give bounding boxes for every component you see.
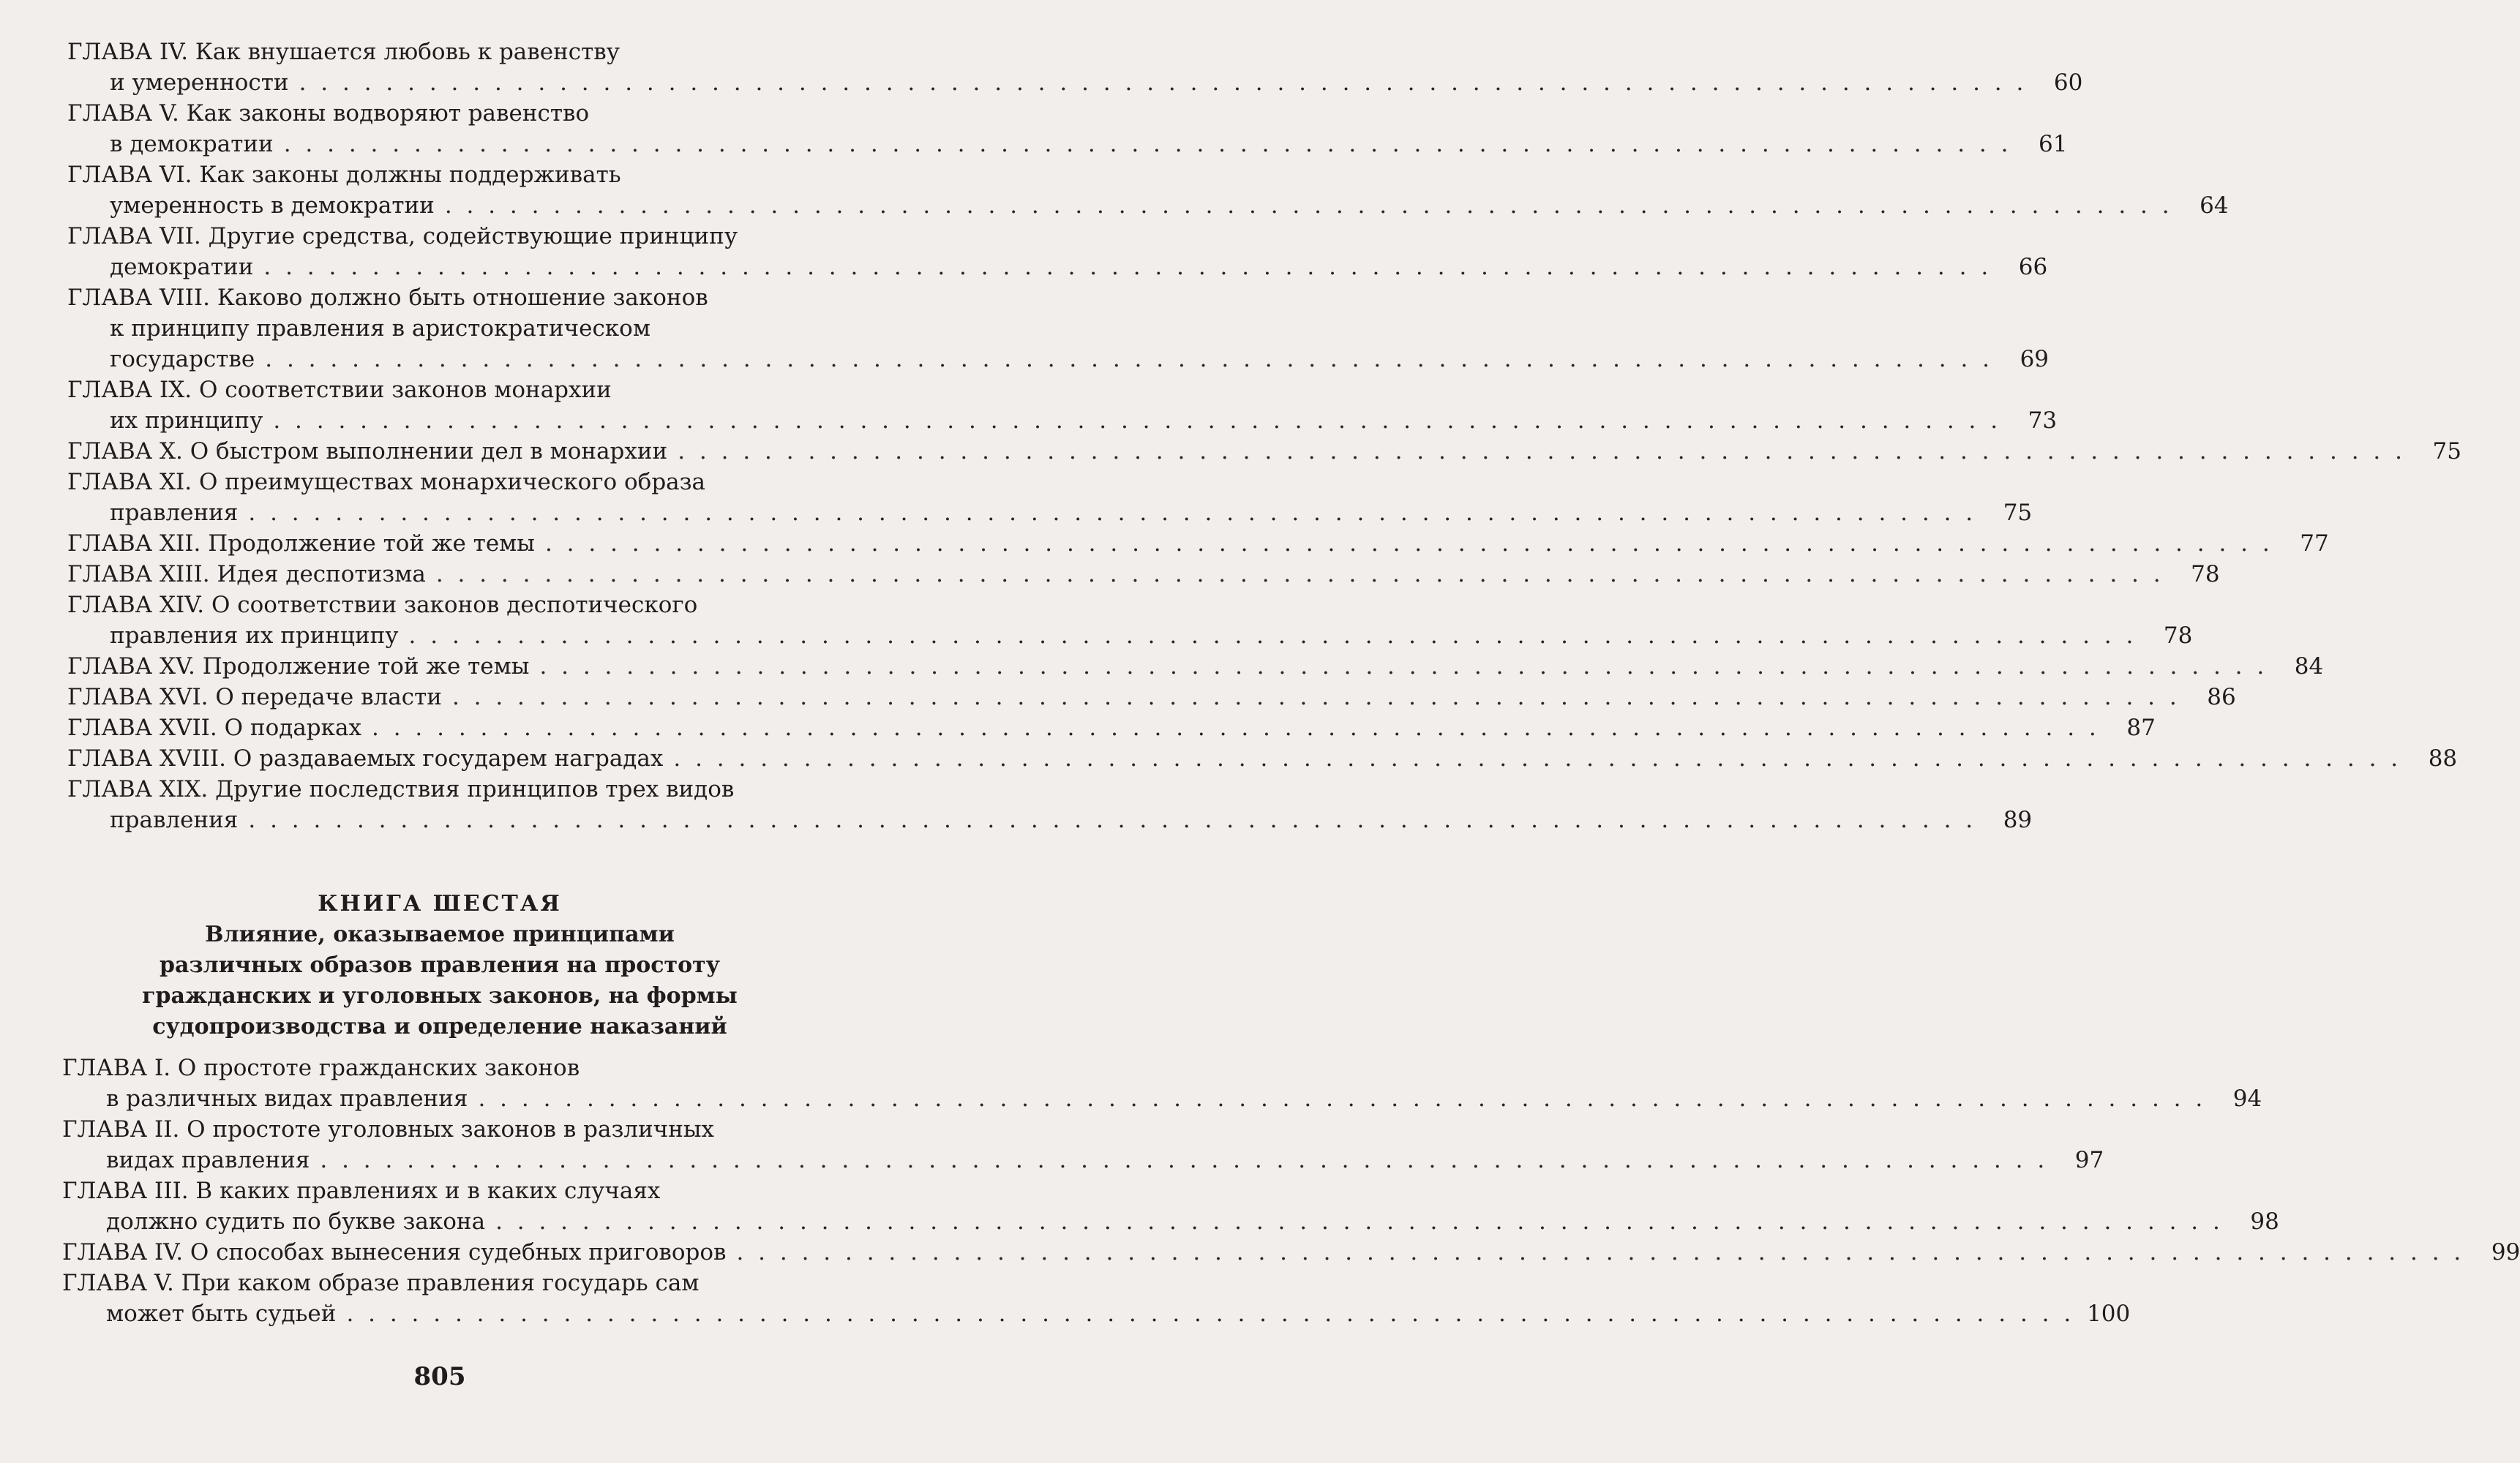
dot-leader: . . . . . . . . . . . . . . . . . . . . . . . . . . . . . . . . . . . . . . . . . . . . . . . . . . . . . . . . . . . . . . . . . . . . . . . . . . . . . . . . bbox=[539, 653, 2268, 680]
toc-entry-text: ГЛАВА XVIII. О раздаваемых государем наградах bbox=[67, 745, 664, 772]
toc-entry-last-line bbox=[0, 436, 2461, 467]
toc-page-number: 61 bbox=[2039, 131, 2068, 157]
toc-entry-last-line bbox=[0, 1083, 2262, 1114]
toc-entry bbox=[0, 1053, 2262, 1114]
toc-entry bbox=[0, 682, 2236, 712]
toc-entry-last-line bbox=[0, 1237, 2520, 1268]
dot-leader: . . . . . . . . . . . . . . . . . . . . . . . . . . . . . . . . . . . . . . . . . . . . . . . . . . . . . . . . . . . . . . . . . . . . . . . . . . . . . . . . bbox=[544, 530, 2273, 557]
toc-entry-line: ГЛАВА V. Как законы водворяют равенство bbox=[67, 100, 590, 127]
toc-entry-last-line bbox=[0, 67, 2083, 98]
book-subtitle-line: Влияние, оказываемое принципами bbox=[205, 922, 675, 947]
toc-entry-line: ГЛАВА I. О простоте гражданских законов bbox=[62, 1055, 580, 1081]
book-subtitle-line: различных образов правления на простоту bbox=[160, 952, 720, 978]
dot-leader: . . . . . . . . . . . . . . . . . . . . . . . . . . . . . . . . . . . . . . . . . . . . . . . . . . . . . . . . . . . . . . . . . . . . . . . . . . . . . . . . bbox=[248, 807, 1977, 833]
dot-leader: . . . . . . . . . . . . . . . . . . . . . . . . . . . . . . . . . . . . . . . . . . . . . . . . . . . . . . . . . . . . . . . . . . . . . . . . . . . . . . . . bbox=[283, 131, 2012, 157]
toc-entry-last-line bbox=[0, 1206, 2279, 1237]
table-of-contents-part2 bbox=[0, 1053, 2520, 1329]
dot-leader: . . . . . . . . . . . . . . . . . . . . . . . . . . . . . . . . . . . . . . . . . . . . . . . . . . . . . . . . . . . . . . . . . . . . . . . . . . . . . . . . bbox=[673, 745, 2402, 772]
dot-leader: . . . . . . . . . . . . . . . . . . . . . . . . . . . . . . . . . . . . . . . . . . . . . . . . . . . . . . . . . . . . . . . . . . . . . . . . . . . . . . . . bbox=[265, 346, 1994, 372]
toc-page-number: 94 bbox=[2232, 1086, 2262, 1112]
toc-entry bbox=[0, 37, 2083, 98]
toc-entry-text: ГЛАВА X. О быстром выполнении дел в монархии bbox=[67, 438, 668, 465]
dot-leader: . . . . . . . . . . . . . . . . . . . . . . . . . . . . . . . . . . . . . . . . . . . . . . . . . . . . . . . . . . . . . . . . . . . . . . . . . . . . . . . . bbox=[678, 438, 2406, 465]
toc-entry bbox=[0, 98, 2068, 159]
toc-page-number: 87 bbox=[2126, 715, 2156, 741]
toc-page-number: 89 bbox=[2003, 807, 2033, 833]
toc-page-number: 99 bbox=[2491, 1239, 2520, 1265]
toc-entry-line: ГЛАВА V. При каком образе правления государь сам bbox=[62, 1270, 700, 1296]
toc-page-number: 84 bbox=[2294, 653, 2324, 680]
dot-leader: . . . . . . . . . . . . . . . . . . . . . . . . . . . . . . . . . . . . . . . . . . . . . . . . . . . . . . . . . . . . . . . . . . . . . . . . . . . . . . . . bbox=[478, 1086, 2207, 1112]
dot-leader: . . . . . . . . . . . . . . . . . . . . . . . . . . . . . . . . . . . . . . . . . . . . . . . . . . . . . . . . . . . . . . . . . . . . . . . . . . . . . . . . bbox=[299, 69, 2028, 96]
toc-page-number: 69 bbox=[2020, 346, 2050, 372]
toc-entry-last-line bbox=[0, 497, 2033, 528]
toc-entry bbox=[0, 375, 2058, 436]
toc-page-number: 100 bbox=[2087, 1301, 2131, 1327]
toc-entry bbox=[0, 1114, 2104, 1176]
toc-entry-text: их принципу bbox=[110, 407, 263, 434]
toc-entry-last-line bbox=[0, 190, 2229, 221]
toc-entry-last-line bbox=[0, 682, 2236, 712]
dot-leader: . . . . . . . . . . . . . . . . . . . . . . . . . . . . . . . . . . . . . . . . . . . . . . . . . . . . . . . . . . . . . . . . . . . . . . . . . . . . . . . . bbox=[495, 1208, 2224, 1235]
toc-entry-last-line bbox=[0, 743, 2458, 774]
toc-page-number: 98 bbox=[2250, 1208, 2279, 1235]
toc-entry bbox=[0, 1268, 2131, 1329]
toc-entry-line: ГЛАВА VIII. Каково должно быть отношение законов bbox=[67, 285, 708, 311]
toc-entry-line: ГЛАВА IV. Как внушается любовь к равенству bbox=[67, 39, 620, 65]
toc-page-number: 75 bbox=[2432, 438, 2461, 465]
toc-entry-last-line bbox=[0, 1298, 2131, 1329]
book-title: КНИГА ШЕСТАЯ bbox=[318, 891, 562, 917]
toc-entry-line: ГЛАВА VI. Как законы должны поддерживать bbox=[67, 162, 621, 188]
toc-entry-last-line bbox=[0, 559, 2220, 590]
toc-entry bbox=[0, 651, 2324, 682]
toc-entry bbox=[0, 436, 2461, 467]
toc-entry-text: умеренность в демократии bbox=[110, 192, 435, 219]
toc-page-number: 77 bbox=[2300, 530, 2329, 557]
toc-page-number: 78 bbox=[2163, 623, 2193, 649]
toc-entry bbox=[0, 743, 2458, 774]
toc-page-number: 88 bbox=[2428, 745, 2458, 772]
dot-leader: . . . . . . . . . . . . . . . . . . . . . . . . . . . . . . . . . . . . . . . . . . . . . . . . . . . . . . . . . . . . . . . . . . . . . . . . . . . . . . . . bbox=[451, 684, 2180, 710]
toc-entry bbox=[0, 1176, 2279, 1237]
toc-entry-text: в демократии bbox=[110, 131, 274, 157]
toc-entry-last-line bbox=[0, 129, 2068, 159]
toc-entry bbox=[0, 559, 2220, 590]
toc-page-number: 97 bbox=[2074, 1147, 2104, 1173]
toc-entry-text: и умеренности bbox=[110, 69, 289, 96]
toc-entry bbox=[0, 1237, 2520, 1268]
toc-entry-line: ГЛАВА II. О простоте уголовных законов в различных bbox=[62, 1116, 715, 1143]
dot-leader: . . . . . . . . . . . . . . . . . . . . . . . . . . . . . . . . . . . . . . . . . . . . . . . . . . . . . . . . . . . . . . . . . . . . . . . . . . . . . . . . bbox=[736, 1239, 2465, 1265]
toc-entry-text: ГЛАВА XVII. О подарках bbox=[67, 715, 361, 741]
toc-entry-line: ГЛАВА IX. О соответствии законов монархии bbox=[67, 377, 612, 403]
toc-entry bbox=[0, 282, 2050, 375]
toc-entry-last-line bbox=[0, 1145, 2104, 1176]
page-number: 805 bbox=[413, 1362, 466, 1391]
toc-entry-text: ГЛАВА IV. О способах вынесения судебных приговоров bbox=[62, 1239, 727, 1265]
book-subtitle-line: гражданских и уголовных законов, на формы bbox=[142, 983, 738, 1009]
toc-entry-text: демократии bbox=[110, 254, 254, 280]
toc-page-number: 64 bbox=[2200, 192, 2229, 219]
toc-page-number: 60 bbox=[2053, 69, 2083, 96]
toc-entry-last-line bbox=[0, 712, 2156, 743]
dot-leader: . . . . . . . . . . . . . . . . . . . . . . . . . . . . . . . . . . . . . . . . . . . . . . . . . . . . . . . . . . . . . . . . . . . . . . . . . . . . . . . . bbox=[435, 561, 2164, 587]
toc-entry-text: ГЛАВА XV. Продолжение той же темы bbox=[67, 653, 530, 680]
table-of-contents-part1 bbox=[0, 37, 2461, 835]
toc-entry-line: к принципу правления в аристократическом bbox=[110, 315, 650, 342]
toc-entry bbox=[0, 159, 2229, 221]
toc-entry-text: ГЛАВА XIII. Идея деспотизма bbox=[67, 561, 426, 587]
toc-entry-last-line bbox=[0, 651, 2324, 682]
dot-leader: . . . . . . . . . . . . . . . . . . . . . . . . . . . . . . . . . . . . . . . . . . . . . . . . . . . . . . . . . . . . . . . . . . . . . . . . . . . . . . . . bbox=[320, 1147, 2049, 1173]
toc-entry-text: видах правления bbox=[106, 1147, 310, 1173]
book-subtitle-line: судопроизводства и определение наказаний bbox=[152, 1014, 727, 1039]
toc-entry-text: правления bbox=[110, 807, 239, 833]
toc-entry bbox=[0, 712, 2156, 743]
toc-entry bbox=[0, 774, 2033, 835]
book-header bbox=[0, 889, 880, 1042]
toc-entry-text: может быть судьей bbox=[106, 1301, 337, 1327]
toc-entry-line: ГЛАВА III. В каких правлениях и в каких случаях bbox=[62, 1178, 661, 1204]
toc-entry-last-line bbox=[0, 805, 2033, 835]
toc-entry-line: ГЛАВА XIX. Другие последствия принципов трех видов bbox=[67, 776, 735, 802]
toc-entry-text: правления bbox=[110, 500, 239, 526]
toc-entry-text: в различных видах правления bbox=[106, 1086, 468, 1112]
toc-entry bbox=[0, 528, 2329, 559]
toc-entry bbox=[0, 467, 2033, 528]
toc-page-number: 75 bbox=[2003, 500, 2033, 526]
toc-entry-last-line bbox=[0, 252, 2048, 282]
toc-entry-text: должно судить по букве закона bbox=[106, 1208, 486, 1235]
dot-leader: . . . . . . . . . . . . . . . . . . . . . . . . . . . . . . . . . . . . . . . . . . . . . . . . . . . . . . . . . . . . . . . . . . . . . . . . . . . . . . . . bbox=[372, 715, 2100, 741]
toc-entry bbox=[0, 221, 2048, 282]
toc-entry-last-line bbox=[0, 620, 2193, 651]
dot-leader: . . . . . . . . . . . . . . . . . . . . . . . . . . . . . . . . . . . . . . . . . . . . . . . . . . . . . . . . . . . . . . . . . . . . . . . . . . . . . . . . bbox=[408, 623, 2137, 649]
dot-leader: . . . . . . . . . . . . . . . . . . . . . . . . . . . . . . . . . . . . . . . . . . . . . . . . . . . . . . . . . . . . . . . . . . . . . . . . . . . . . . . . bbox=[273, 407, 2002, 434]
dot-leader: . . . . . . . . . . . . . . . . . . . . . . . . . . . . . . . . . . . . . . . . . . . . . . . . . . . . . . . . . . . . . . . . . . . . . . . . . . . . . . . . bbox=[346, 1301, 2075, 1327]
toc-page-number: 73 bbox=[2028, 407, 2058, 434]
dot-leader: . . . . . . . . . . . . . . . . . . . . . . . . . . . . . . . . . . . . . . . . . . . . . . . . . . . . . . . . . . . . . . . . . . . . . . . . . . . . . . . . bbox=[444, 192, 2173, 219]
toc-page-number: 78 bbox=[2191, 561, 2220, 587]
dot-leader: . . . . . . . . . . . . . . . . . . . . . . . . . . . . . . . . . . . . . . . . . . . . . . . . . . . . . . . . . . . . . . . . . . . . . . . . . . . . . . . . bbox=[248, 500, 1977, 526]
toc-entry-text: ГЛАВА XII. Продолжение той же темы bbox=[67, 530, 535, 557]
toc-entry-text: ГЛАВА XVI. О передаче власти bbox=[67, 684, 442, 710]
toc-entry-last-line bbox=[0, 405, 2058, 436]
toc-entry-line: ГЛАВА XI. О преимуществах монархического образа bbox=[67, 469, 706, 495]
book-subtitle bbox=[110, 919, 769, 1042]
toc-entry bbox=[0, 590, 2193, 651]
dot-leader: . . . . . . . . . . . . . . . . . . . . . . . . . . . . . . . . . . . . . . . . . . . . . . . . . . . . . . . . . . . . . . . . . . . . . . . . . . . . . . . . bbox=[263, 254, 1992, 280]
toc-entry-line: ГЛАВА XIV. О соответствии законов деспотического bbox=[67, 592, 698, 618]
toc-entry-last-line bbox=[0, 344, 2050, 375]
toc-page-number: 66 bbox=[2018, 254, 2048, 280]
toc-page-number: 86 bbox=[2207, 684, 2236, 710]
toc-entry-text: правления их принципу bbox=[110, 623, 399, 649]
toc-entry-text: государстве bbox=[110, 346, 255, 372]
toc-entry-last-line bbox=[0, 528, 2329, 559]
toc-entry-line: ГЛАВА VII. Другие средства, содействующие принципу bbox=[67, 223, 738, 249]
